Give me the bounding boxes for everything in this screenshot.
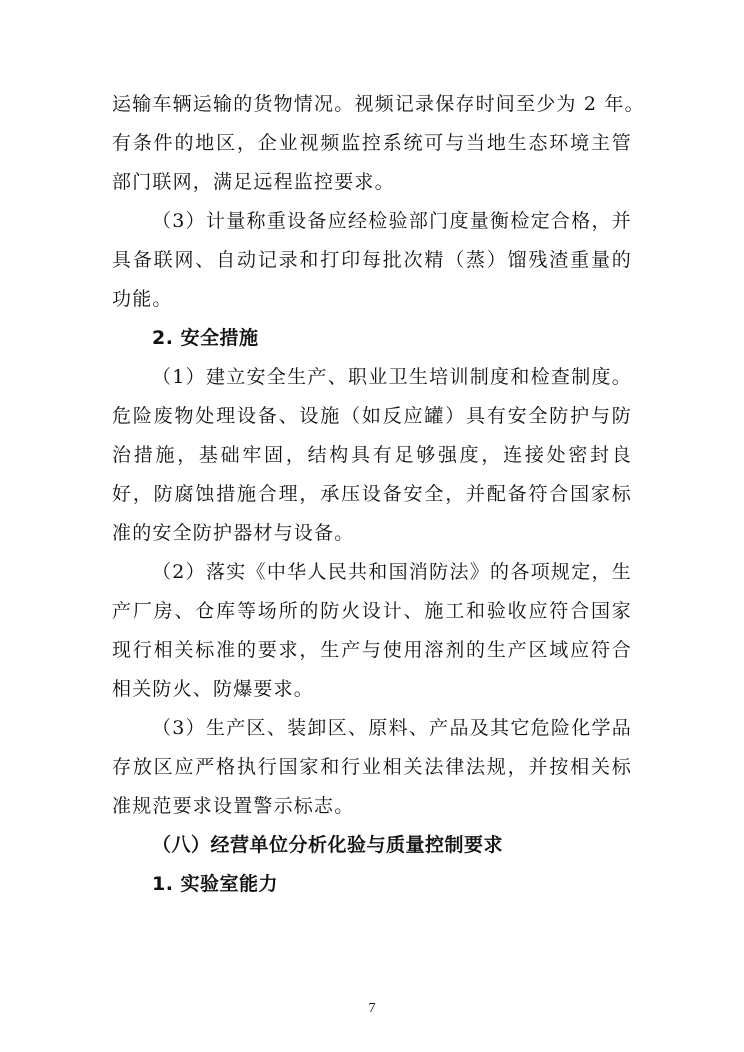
body-text-line: 准规范要求设置警示标志。 [112, 795, 355, 817]
section-heading: 1. 实验室能力 [152, 873, 279, 895]
body-text-line: 存放区应严格执行国家和行业相关法律法规，并按相关标 [112, 756, 632, 778]
body-text-line: （3）计量称重设备应经检验部门度量衡检定合格，并 [152, 210, 632, 232]
body-text-line: 相关防火、防爆要求。 [112, 678, 315, 700]
body-text-line: 有条件的地区，企业视频监控系统可与当地生态环境主管 [112, 132, 632, 154]
body-text-line: 好，防腐蚀措施合理，承压设备安全，并配备符合国家标 [112, 483, 632, 505]
chapter-heading: （八）经营单位分析化验与质量控制要求 [152, 834, 504, 856]
section-heading: 2. 安全措施 [152, 327, 259, 349]
body-text-line: （1）建立安全生产、职业卫生培训制度和检查制度。 [152, 366, 632, 388]
body-text-line: 危险废物处理设备、设施（如反应罐）具有安全防护与防 [112, 405, 632, 427]
body-text-line: 现行相关标准的要求，生产与使用溶剂的生产区域应符合 [112, 639, 632, 661]
body-text-line: （3）生产区、装卸区、原料、产品及其它危险化学品 [152, 717, 632, 739]
body-text-line: （2）落实《中华人民共和国消防法》的各项规定，生 [152, 561, 632, 583]
body-text-line: 产厂房、仓库等场所的防火设计、施工和验收应符合国家 [112, 600, 632, 622]
page-number: 7 [368, 1001, 376, 1016]
body-text-line: 准的安全防护器材与设备。 [112, 522, 355, 544]
body-text-line: 部门联网，满足远程监控要求。 [112, 171, 395, 193]
body-text-line: 治措施，基础牢固，结构具有足够强度，连接处密封良 [112, 444, 632, 466]
body-text-line: 功能。 [112, 288, 173, 310]
body-text-line: 运输车辆运输的货物情况。视频记录保存时间至少为 2 年。 [112, 93, 645, 115]
body-text-line: 具备联网、自动记录和打印每批次精（蒸）馏残渣重量的 [112, 249, 632, 271]
